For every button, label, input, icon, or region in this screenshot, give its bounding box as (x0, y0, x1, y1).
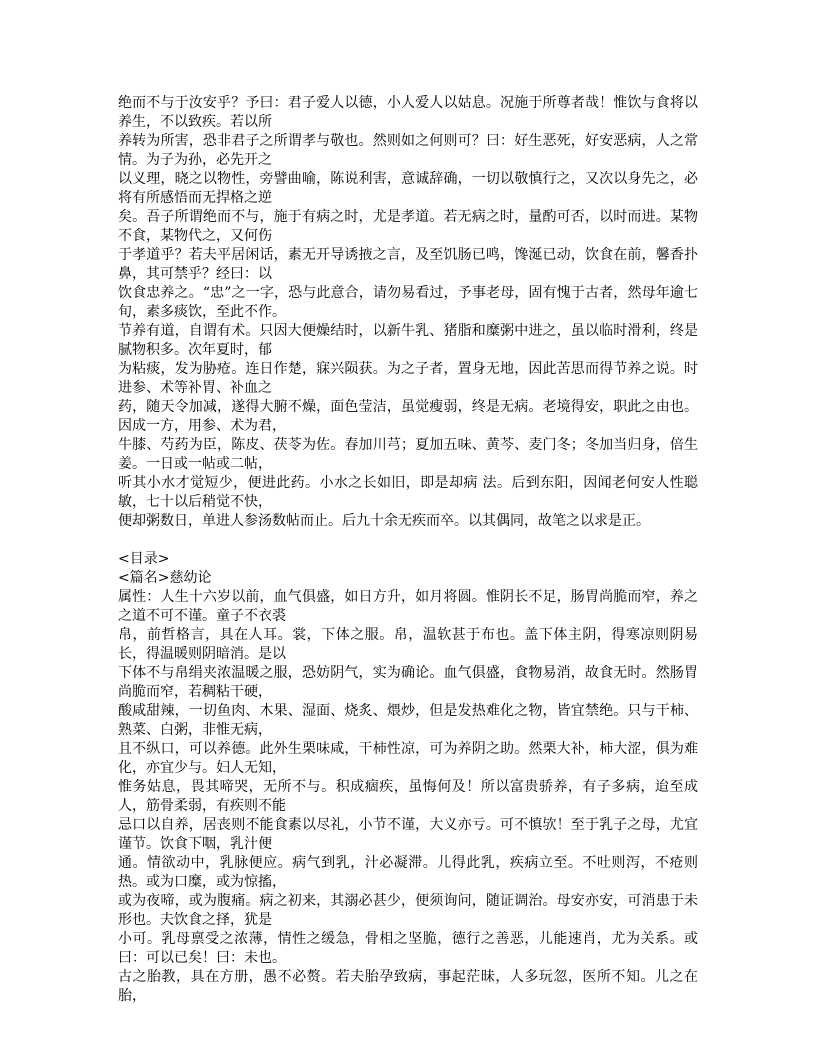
section-1 (118, 94, 698, 531)
paragraph: 绝而不与于汝安乎？予曰：君子爱人以德，小人爱人以姑息。况施于所尊者哉！惟饮与食将以养生，不以致疾。若以所 (118, 95, 698, 130)
paragraph: 属性：人生十六岁以前，血气俱盛，如日方升，如月将圆。惟阴长不足，肠胃尚脆而窄，养之之道不可不谨。童子不衣裘 (118, 589, 698, 624)
paragraph: 养转为所害，恐非君子之所谓孝与敬也。然则如之何则可？曰：好生恶死，好安恶病，人之常情。为子为孙，必先开之 (118, 133, 698, 168)
paragraph: 且不纵口，可以养德。此外生栗味咸，干柿性凉，可为养阴之助。然栗大补，柿大涩，俱为难化，亦宜少与。妇人无知， (118, 741, 698, 776)
paragraph: 饮食忠养之。“忠”之一字，恐与此意合，请勿易看过，予事老母，固有愧于古者，然母年逾七旬，素多痰饮，至此不作。 (118, 285, 698, 320)
toc-label: <目录> (118, 551, 170, 567)
paragraph: 听其小水才觉短少，便进此药。小水之长如旧，即是却病 法。后到东阳，因闻老何安人性聪敏，七十以后稍觉不快， (118, 475, 698, 510)
paragraph: 节养有道，自谓有术。只因大便燥结时，以新牛乳、猪脂和糜粥中进之，虽以临时滑利，终是腻物积多。次年夏时，郁 (118, 323, 698, 358)
paragraph: 帛，前哲格言，具在人耳。裳，下体之服。帛，温软甚于布也。盖下体主阴，得寒凉则阴易长，得温暖则阴暗消。是以 (118, 627, 698, 662)
paragraph: 通。情欲动中，乳脉便应。病气到乳，汁必凝滞。儿得此乳，疾病立至。不吐则泻，不疮则热。或为口糜，或为惊搐， (118, 855, 698, 890)
paragraph: 古之胎教，具在方册，愚不必赘。若夫胎孕致病，事起茫昧，人多玩忽，医所不知。儿之在胎， (118, 969, 698, 1004)
section-2 (118, 588, 698, 1006)
section-spacer (118, 531, 698, 550)
paragraph: 小可。乳母禀受之浓薄，情性之缓急，骨相之坚脆，德行之善恶，儿能速肖，尤为关系。或曰：可以已矣！曰：未也。 (118, 931, 698, 966)
paragraph: 药，随天令加减，遂得大腑不燥，面色莹洁，虽觉瘦弱，终是无病。老境得安，职此之由也。因成一方，用参、术为君， (118, 399, 698, 434)
paragraph: 下体不与帛绢夹浓温暖之服，恐妨阴气，实为确论。血气俱盛，食物易消，故食无时。然肠胃尚脆而窄，若稠粘干硬， (118, 665, 698, 700)
paragraph: 或为夜啼，或为腹痛。病之初来，其溺必甚少，便须询问，随证调治。母安亦安，可消患于未形也。夫饮食之择，犹是 (118, 893, 698, 928)
paragraph: 为粘痰，发为胁疮。连日作楚，寐兴陨获。为之子者，置身无地，因此苦思而得节养之说。时进参、术等补胃、补血之 (118, 361, 698, 396)
paragraph: 矣。吾子所谓绝而不与，施于有病之时，尤是孝道。若无病之时，量酌可否，以时而进。某物不食，某物代之，又何伤 (118, 209, 698, 244)
paragraph: 忌口以自养，居丧则不能食素以尽礼，小节不谨，大义亦亏。可不慎欤！至于乳子之母，尤宜谨节。饮食下咽，乳汁便 (118, 817, 698, 852)
paragraph: 于孝道乎？若夫平居闲话，素无开导诱掖之言，及至饥肠已鸣，馋涎已动，饮食在前，馨香扑鼻，其可禁乎？经曰：以 (118, 247, 698, 282)
paragraph: 牛膝、芍药为臣，陈皮、茯苓为佐。春加川芎；夏加五味、黄芩、麦门冬；冬加当归身，倍生姜。一日或一帖或二帖， (118, 437, 698, 472)
paragraph: 便却粥数日，单进人参汤数帖而止。后九十余无疾而卒。以其偶同，故笔之以求是正。 (118, 513, 650, 529)
chapter-title: <篇名>慈幼论 (118, 570, 212, 586)
paragraph: 惟务姑息，畏其啼哭，无所不与。积成痼疾，虽悔何及！所以富贵骄养，有子多病，迨至成人，筋骨柔弱，有疾则不能 (118, 779, 698, 814)
paragraph: 以义理，晓之以物性，旁譬曲喻，陈说利害，意诚辞确，一切以敬慎行之，又次以身先之，必将有所感悟而无捍格之逆 (118, 171, 698, 206)
paragraph: 酸咸甜辣，一切鱼肉、木果、湿面、烧炙、煨炒，但是发热难化之物，皆宜禁绝。只与干柿、熟菜、白粥，非惟无病， (118, 703, 698, 738)
document-page (118, 94, 698, 1006)
